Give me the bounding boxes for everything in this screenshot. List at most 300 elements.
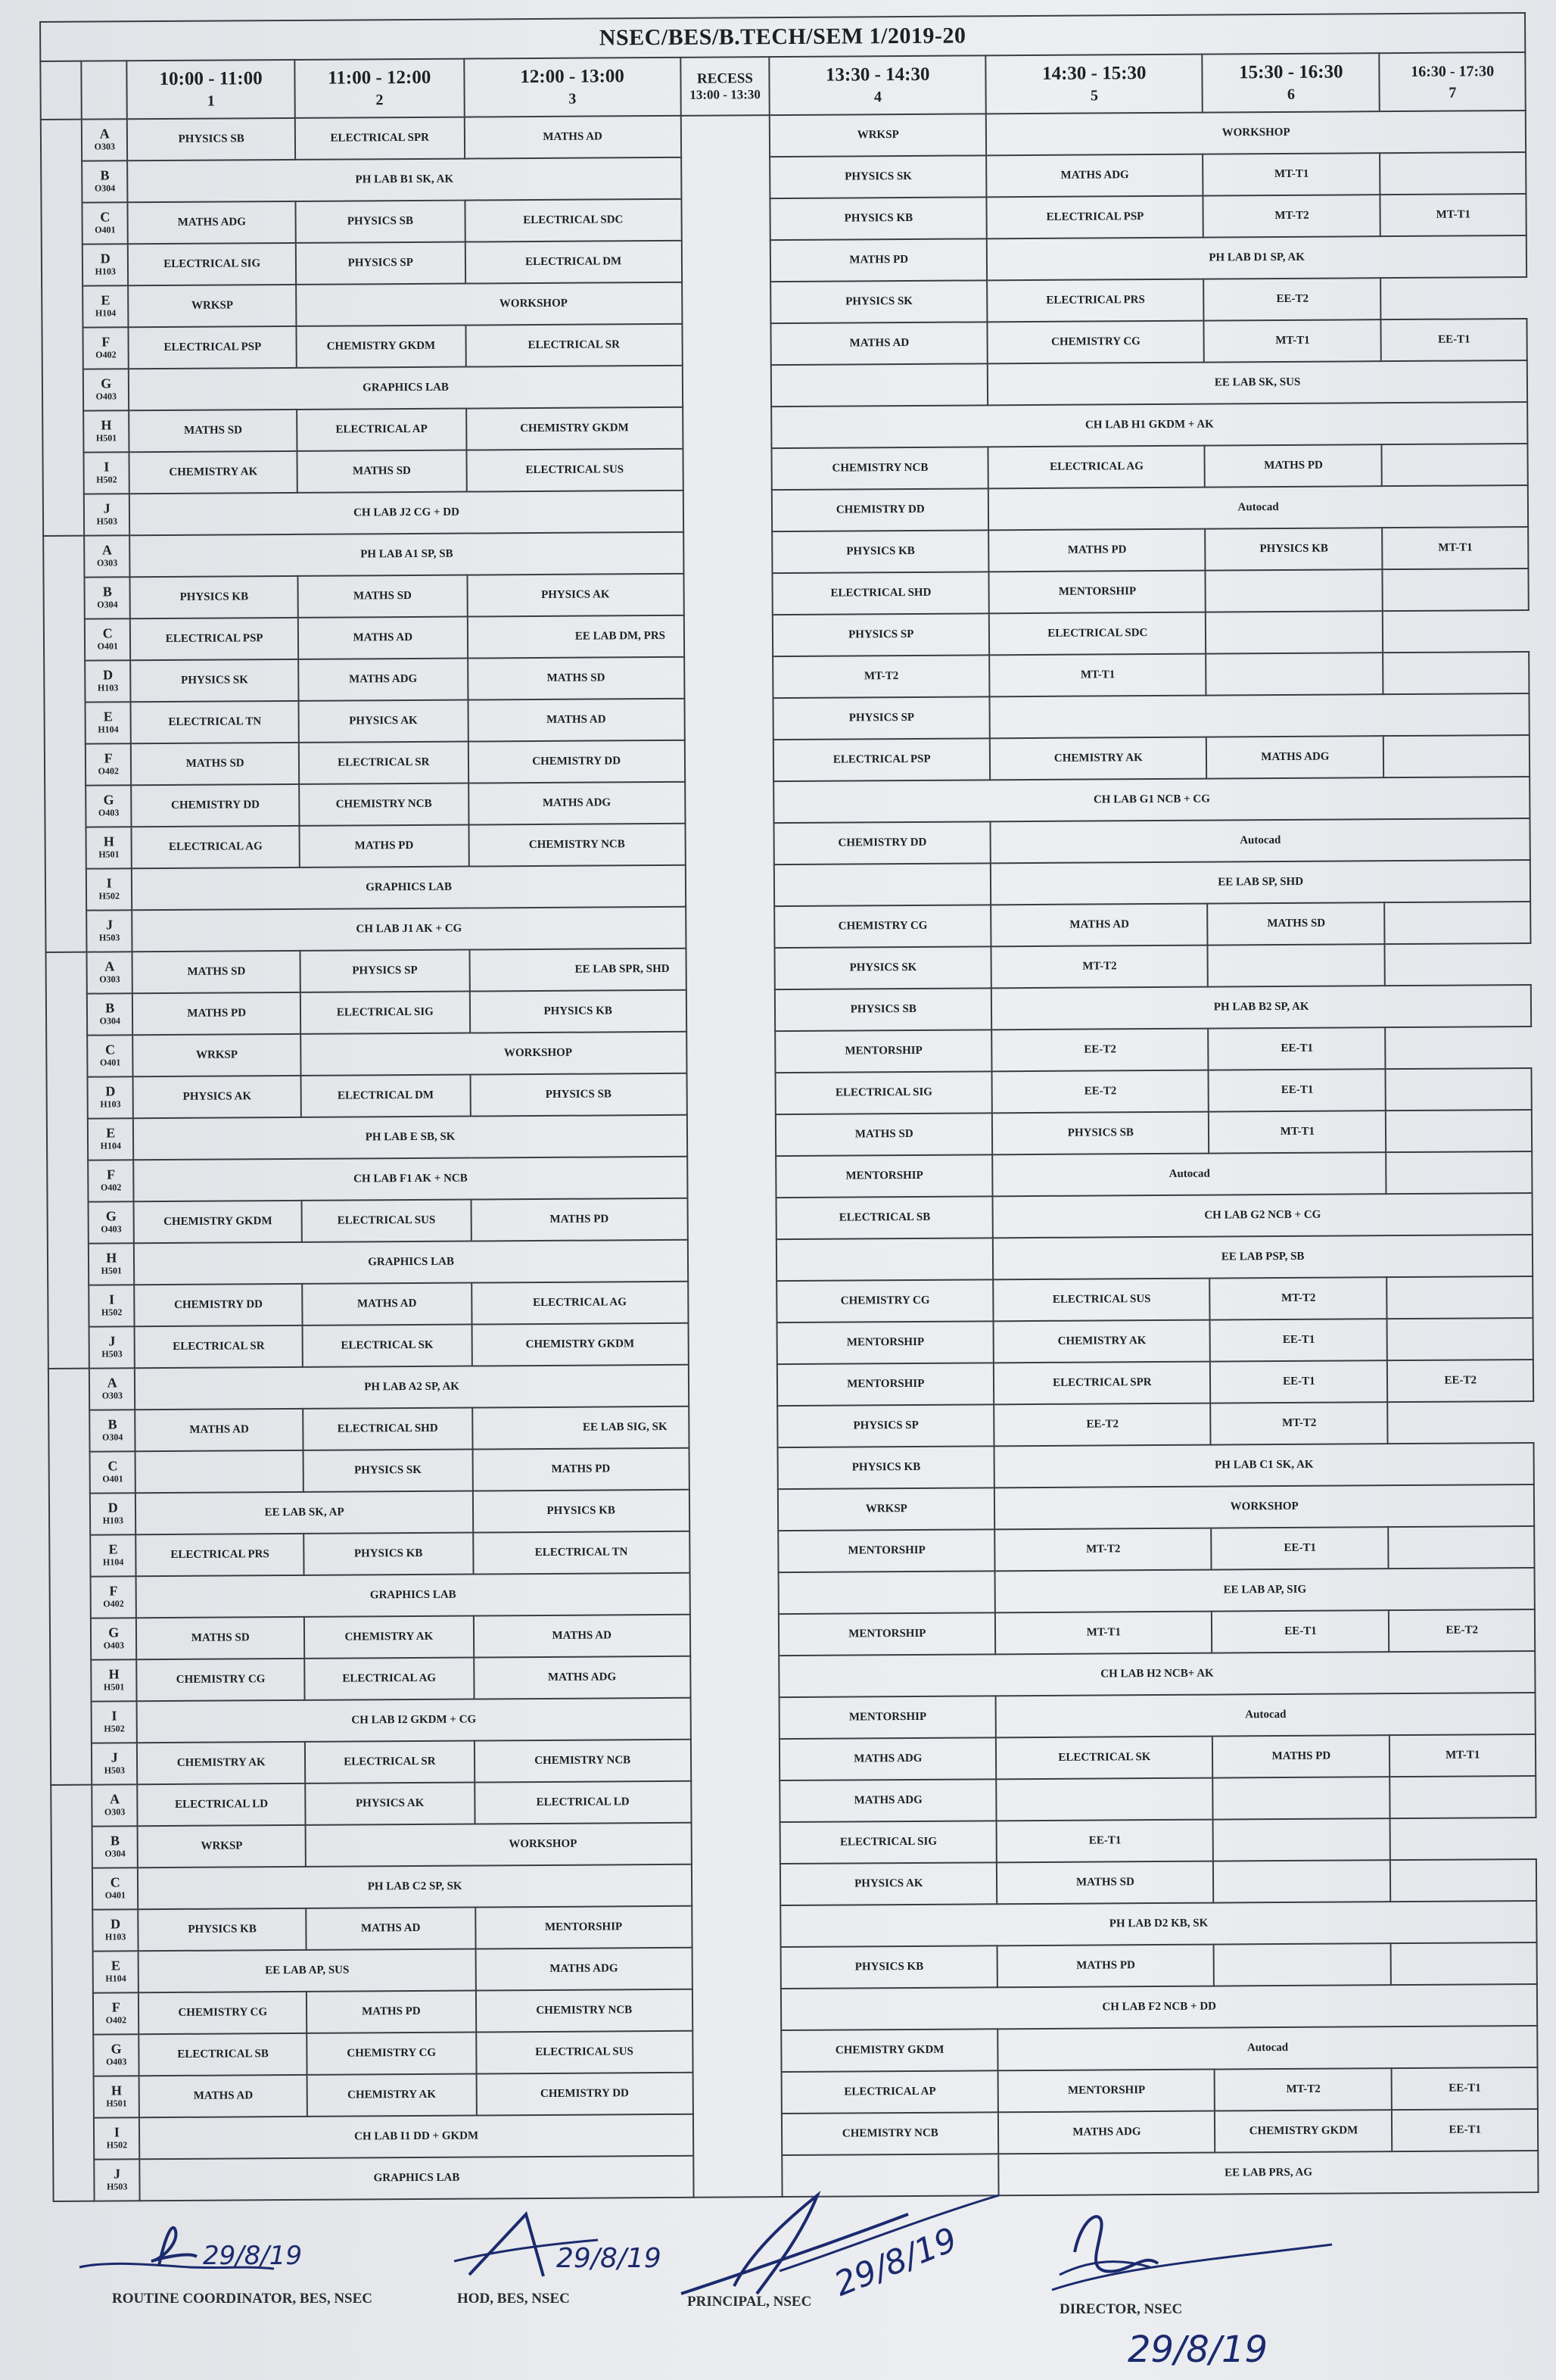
routine-table [39,12,1539,2202]
section-cell: D H103 [92,1909,138,1951]
class-cell: ELECTRICAL SPR [295,117,465,160]
class-cell: CHEMISTRY AK [994,1320,1210,1363]
section-cell: F O402 [83,327,129,369]
period-header: 11:00 - 12:00 2 [294,59,464,118]
class-cell: PHYSICS SP [296,242,465,285]
class-cell: MENTORSHIP [475,1906,692,1949]
class-cell: PHYSICS SK [775,946,991,989]
class-cell: EE LAB PSP, SB [993,1235,1533,1279]
section-cell: F O402 [91,1576,137,1618]
corner-cell [81,61,127,119]
section-cell: C O401 [87,1035,133,1076]
class-cell: CHEMISTRY DD [132,784,300,827]
class-cell [771,363,988,407]
section-cell: A O303 [92,1784,138,1826]
class-cell: WORKSHOP [300,1031,776,1076]
class-cell: ELECTRICAL DM [300,1075,470,1117]
class-cell: ELECTRICAL AP [782,2070,998,2114]
section-cell: C O401 [90,1451,136,1493]
class-cell: MATHS AD [302,1283,471,1326]
class-cell: ELECTRICAL SUS [476,2031,692,2074]
coordinator-label: ROUTINE COORDINATOR, BES, NSEC [112,2291,373,2307]
class-cell: ELECTRICAL SIG [300,992,470,1034]
class-cell: EE-T1 [1210,1319,1387,1361]
section-cell: B O304 [82,160,128,202]
class-cell [1387,1318,1533,1360]
principal-label: PRINCIPAL, NSEC [687,2294,812,2310]
class-cell: MATHS PD [997,1945,1214,1988]
class-cell: ELECTRICAL TN [473,1531,689,1575]
class-cell: PHYSICS KB [770,197,987,240]
class-cell: MATHS ADG [128,201,296,244]
class-cell: MT-T2 [1210,1277,1387,1319]
class-cell: GRAPHICS LAB [136,1573,690,1618]
class-cell: PHYSICS SK [770,280,987,323]
class-cell [1380,152,1526,195]
class-cell: EE-T1 [1212,1527,1389,1569]
class-cell [990,693,1530,738]
table-row [53,2151,1538,2201]
class-cell: EE-T2 [992,1070,1209,1114]
section-cell: D H103 [82,244,129,285]
class-cell: EE-T1 [1212,1610,1389,1653]
class-cell: MATHS ADG [475,1948,692,1991]
class-cell: EE LAB AP, SIG [995,1568,1535,1612]
section-cell: A O303 [87,952,133,993]
section-cell: F O402 [86,743,132,785]
period-header: 13:30 - 14:30 4 [770,55,987,115]
class-cell: CH LAB J2 CG + DD [129,491,683,535]
class-cell: PHYSICS KB [303,1533,473,1575]
class-cell: EE LAB AP, SUS [138,1949,476,1993]
class-cell: CH LAB F1 AK + NCB [134,1157,688,1201]
class-cell: MT-T1 [1390,1734,1536,1777]
class-cell: MATHS ADG [780,1779,996,1822]
section-cell: G O403 [83,369,129,410]
class-cell: EE-T2 [994,1403,1210,1447]
class-cell: MATHS AD [771,322,988,365]
class-cell: MATHS ADG [474,1656,690,1699]
class-cell: PH LAB D2 KB, SK [780,1901,1536,1947]
class-cell [1389,1526,1535,1568]
class-cell: CHEMISTRY DD [774,821,991,864]
class-cell: ELECTRICAL SR [305,1741,475,1783]
class-cell: WRKSP [770,114,986,157]
class-cell: PHYSICS SK [303,1450,473,1492]
class-cell: PH LAB B1 SK, AK [128,157,682,202]
class-cell: ELECTRICAL PSP [987,196,1203,239]
section-cell: G O403 [93,2034,139,2076]
hod-signature-icon [454,2207,704,2290]
class-cell: GRAPHICS LAB [134,1240,688,1285]
class-cell [1214,1943,1391,1986]
section-cell: C O401 [82,202,129,244]
class-cell: CHEMISTRY GKDM [466,407,683,450]
class-cell: MATHS ADG [780,1737,996,1780]
period-header: 16:30 - 17:30 7 [1380,52,1526,111]
class-cell: MATHS AD [468,699,684,742]
class-cell: EE LAB SK, SUS [988,360,1527,405]
class-cell: WORKSHOP [994,1484,1534,1529]
class-cell: ELECTRICAL SB [139,2033,307,2076]
class-cell: ELECTRICAL SIG [780,1821,997,1864]
class-cell: CHEMISTRY DD [135,1284,303,1326]
section-cell: H H501 [89,1243,135,1285]
class-cell: WORKSHOP [306,1822,781,1867]
class-cell: MT-T2 [773,655,989,698]
class-cell: EE LAB PRS, AG [999,2151,1539,2195]
class-cell: MATHS PD [307,1991,476,2033]
class-cell: MT-T1 [1209,1111,1386,1153]
class-cell: MATHS AD [464,116,680,159]
section-cell: D H103 [88,1076,134,1118]
class-cell: Autocad [998,2026,1538,2070]
class-cell: MATHS PD [1205,444,1382,487]
class-cell: ELECTRICAL LD [138,1783,306,1826]
class-cell: ELECTRICAL SR [299,742,468,784]
class-cell: PH LAB A1 SP, SB [130,532,684,577]
director-date: 29/8/19 [1128,2329,1268,2371]
class-cell: CH LAB I2 GKDM + CG [137,1698,691,1743]
class-cell [782,2154,998,2197]
class-cell: PHYSICS KB [772,530,988,573]
class-cell: CHEMISTRY NCB [782,2112,998,2155]
class-cell: PHYSICS AK [298,700,468,743]
class-cell: MATHS SD [136,1617,304,1659]
class-cell: ELECTRICAL AG [988,446,1205,489]
class-cell: EE LAB DM, PRS [467,615,773,658]
class-cell: ELECTRICAL SHD [303,1408,472,1450]
section-cell: B O304 [92,1826,138,1868]
class-cell: WRKSP [129,285,297,327]
class-cell [1385,902,1531,944]
class-cell: PHYSICS SB [775,988,991,1031]
class-cell: ELECTRICAL AP [297,409,466,451]
class-cell: MATHS AD [306,1908,475,1950]
class-cell: PHYSICS SB [127,118,295,160]
class-cell: CH LAB G1 NCB + CG [773,777,1530,823]
class-cell: CHEMISTRY NCB [468,824,685,867]
section-cell: B O304 [85,577,131,618]
class-cell: WRKSP [778,1488,994,1531]
class-cell [1206,569,1383,612]
class-cell: PH LAB D1 SP, AK [987,235,1526,280]
class-cell: ELECTRICAL SPR [994,1362,1210,1405]
class-cell: MATHS PD [299,825,468,868]
class-cell: EE-T2 [1203,278,1380,320]
class-cell [774,863,991,906]
section-cell: E H104 [93,1951,139,1992]
class-cell [1382,444,1528,486]
class-cell: ELECTRICAL PRS [987,279,1203,322]
class-cell: ELECTRICAL SUS [302,1200,471,1242]
class-cell: MATHS SD [132,951,300,993]
class-cell: MT-T2 [1211,1402,1388,1444]
class-cell [1386,1068,1532,1111]
class-cell: PHYSICS KB [778,1446,994,1489]
class-cell: MATHS AD [298,617,468,659]
class-cell: MT-T1 [1203,153,1380,195]
class-cell [1390,1859,1536,1902]
director-label: DIRECTOR, NSEC [1060,2301,1183,2317]
class-cell: MATHS PD [1212,1735,1390,1777]
class-cell [135,1450,303,1493]
class-cell [779,1571,995,1614]
class-cell [1213,1818,1390,1861]
class-cell: PH LAB E SB, SK [133,1115,687,1160]
class-cell: MATHS ADG [1206,736,1383,778]
class-cell: PHYSICS SB [295,201,465,243]
class-cell: MATHS AD [139,2075,307,2117]
principal-signature-icon [666,2180,1022,2309]
class-cell: MATHS PD [770,238,987,282]
class-cell: MATHS PD [471,1198,687,1241]
class-cell [776,1238,993,1281]
recess-column [680,115,782,2198]
hod-date: 29/8/19 [556,2243,661,2274]
class-cell: CHEMISTRY AK [990,737,1206,780]
class-cell: CH LAB G2 NCB + CG [993,1193,1533,1238]
section-cell: B O304 [89,1410,135,1451]
class-cell: ELECTRICAL AG [471,1282,688,1325]
class-cell: CHEMISTRY DD [772,488,988,531]
section-cell: J H503 [92,1743,138,1784]
section-cell: C O401 [92,1868,138,1909]
class-cell: ELECTRICAL SK [303,1325,472,1367]
class-cell: MT-T1 [1383,527,1529,569]
class-cell: CHEMISTRY DD [468,740,684,783]
class-cell: MT-T1 [1380,194,1526,236]
section-cell: E H104 [86,702,132,743]
class-cell: CHEMISTRY CG [307,2033,476,2075]
section-cell: I H502 [84,452,130,494]
class-cell [1387,1276,1533,1319]
class-cell: MT-T1 [1204,319,1381,362]
class-cell: WRKSP [133,1034,301,1076]
class-cell: MENTORSHIP [777,1363,994,1406]
class-cell: MATHS SD [468,657,684,700]
class-cell: MATHS ADG [998,2111,1215,2154]
class-cell: MATHS ADG [468,782,685,825]
class-cell: MATHS SD [997,1861,1213,1905]
class-cell: EE-T2 [991,1029,1208,1072]
class-cell: PHYSICS AK [780,1862,997,1905]
class-cell: PHYSICS KB [1206,528,1383,570]
class-cell: CHEMISTRY NCB [475,1740,691,1783]
class-cell [1390,1776,1536,1818]
class-cell: MENTORSHIP [775,1030,991,1073]
class-cell: ELECTRICAL PSP [129,326,297,369]
class-cell: PHYSICS SK [770,155,986,198]
class-cell: MATHS SD [129,410,297,452]
day-label [43,536,86,952]
class-cell [1208,944,1385,986]
class-cell: CHEMISTRY GKDM [781,2029,997,2072]
class-cell: ELECTRICAL SUS [466,449,683,492]
class-cell: EE-T1 [1381,319,1527,361]
section-cell: H H501 [86,827,132,868]
class-cell: Autocad [991,818,1530,863]
section-cell: D H103 [85,660,131,702]
day-label [41,120,84,536]
class-cell: ELECTRICAL AG [132,826,300,868]
class-cell: CHEMISTRY NCB [772,447,988,490]
class-cell: ELECTRICAL SIG [128,243,296,285]
class-cell: MT-T2 [995,1528,1212,1572]
class-cell [1386,1110,1532,1152]
class-cell: ELECTRICAL AG [304,1658,474,1700]
class-cell: CH LAB H2 NCB+ AK [779,1651,1535,1697]
class-cell: WRKSP [138,1825,306,1868]
class-cell: GRAPHICS LAB [140,2156,694,2201]
director-signature-icon [1029,2199,1347,2373]
class-cell [1206,611,1383,653]
class-cell: PHYSICS KB [473,1490,689,1533]
section-cell: E H104 [82,285,129,327]
class-cell: PHYSICS SP [300,950,469,992]
section-cell: I H502 [86,868,132,910]
class-cell: Autocad [988,485,1528,530]
section-cell: A O303 [89,1368,135,1410]
section-cell: A O303 [84,535,130,577]
class-cell [1213,1777,1390,1819]
document-title: NSEC/BES/B.TECH/SEM 1/2019-20 [40,13,1525,61]
section-cell: H H501 [94,2076,140,2117]
header-row [40,52,1525,120]
class-cell: PHYSICS SP [777,1404,994,1447]
class-cell: ELECTRICAL SIG [776,1071,992,1114]
section-cell: B O304 [87,993,133,1035]
recess-header: RECESS 13:00 - 13:30 [680,57,770,116]
class-cell: MT-T1 [995,1612,1212,1655]
class-cell: PHYSICS KB [130,576,298,618]
section-cell: H H501 [91,1659,137,1701]
class-cell: Autocad [992,1152,1386,1196]
class-cell: CHEMISTRY AK [137,1742,305,1784]
section-cell: A O303 [82,119,128,160]
section-cell: J H503 [84,494,130,535]
class-cell: ELECTRICAL TN [131,701,299,743]
class-cell: ELECTRICAL LD [475,1781,691,1824]
class-cell [1213,1860,1390,1902]
class-cell: Autocad [996,1693,1536,1737]
class-cell: MATHS ADG [986,154,1203,198]
class-cell: MATHS SD [297,575,467,618]
class-cell: ELECTRICAL DM [465,241,681,284]
class-cell: PH LAB C2 SP, SK [138,1864,692,1909]
section-cell: I H502 [92,1701,138,1743]
section-cell: F O402 [93,1992,139,2034]
class-cell: ELECTRICAL SUS [993,1279,1209,1322]
section-cell: G O403 [91,1618,137,1659]
day-label [46,952,89,1369]
period-header: 12:00 - 13:00 3 [464,58,681,117]
class-cell: EE-T1 [997,1820,1213,1863]
coordinator-signature-icon [76,2214,325,2286]
class-cell: ELECTRICAL SK [996,1737,1212,1780]
class-cell: CHEMISTRY NCB [476,1989,692,2033]
class-cell: CHEMISTRY CG [774,905,991,948]
class-cell: MENTORSHIP [779,1612,995,1656]
class-cell: CH LAB H1 GKDM + AK [771,402,1527,448]
class-cell: MT-T2 [1203,195,1380,237]
class-cell: GRAPHICS LAB [129,366,683,410]
class-cell: WORKSHOP [296,282,771,326]
class-cell: CHEMISTRY DD [476,2073,692,2116]
class-cell: CHEMISTRY CG [988,321,1204,364]
class-cell: PHYSICS SB [992,1112,1209,1155]
class-cell: MENTORSHIP [778,1529,994,1572]
class-cell: EE LAB SP, SHD [991,860,1530,905]
class-cell: MATHS SD [776,1113,992,1156]
class-cell: CHEMISTRY AK [129,451,297,494]
class-cell: PHYSICS AK [467,574,683,617]
section-cell: I H502 [94,2117,140,2159]
class-cell: PHYSICS SP [773,613,989,656]
class-cell [1383,652,1530,694]
class-cell: ELECTRICAL PSP [773,738,990,781]
class-cell: PH LAB C1 SK, AK [994,1443,1534,1488]
class-cell [1383,735,1530,777]
class-cell: PHYSICS AK [133,1076,301,1118]
class-cell: PHYSICS AK [305,1783,475,1825]
class-cell: PH LAB A2 SP, AK [135,1365,689,1410]
class-cell: CHEMISTRY GKDM [134,1201,302,1243]
class-cell: MATHS PD [988,529,1205,572]
section-cell: J H503 [89,1326,135,1368]
class-cell: PHYSICS SK [131,659,299,702]
class-cell: MATHS ADG [298,659,468,701]
class-cell: ELECTRICAL SHD [773,572,989,615]
class-cell: PHYSICS SP [773,696,990,740]
section-cell: D H103 [90,1493,136,1534]
class-cell: EE-T1 [1392,2067,1538,2110]
class-cell: ELECTRICAL PSP [130,618,298,660]
class-cell: MATHS PD [472,1448,689,1491]
class-cell: EE LAB SIG, SK [472,1406,778,1449]
class-cell: EE LAB SPR, SHD [469,948,775,991]
class-cell: ELECTRICAL PRS [136,1534,304,1576]
class-cell: PHYSICS KB [781,1945,997,1989]
class-cell: EE-T1 [1392,2109,1538,2151]
class-cell: EE-T2 [1389,1609,1535,1652]
class-cell: CHEMISTRY GKDM [471,1323,688,1366]
section-cell: E H104 [88,1118,134,1160]
section-cell: G O403 [86,785,132,827]
class-cell: EE-T1 [1210,1360,1387,1403]
section-cell: H H501 [83,410,129,452]
class-cell: CH LAB F2 NCB + DD [781,1984,1537,2030]
class-cell: MT-T1 [989,654,1206,697]
day-label [51,1785,94,2201]
class-cell [1206,653,1383,695]
class-cell: MATHS SD [297,450,466,493]
section-cell: J H503 [86,910,132,952]
class-cell: CHEMISTRY CG [137,1659,305,1701]
class-cell: CHEMISTRY NCB [299,783,468,826]
class-cell [997,1778,1213,1821]
period-header: 14:30 - 15:30 5 [986,55,1203,114]
class-cell: CHEMISTRY CG [776,1279,993,1322]
class-cell: ELECTRICAL SDC [465,199,681,242]
class-cell: MATHS AD [991,904,1207,947]
class-cell: MATHS AD [135,1409,303,1451]
class-cell: EE LAB SK, AP [135,1491,473,1535]
class-cell: PH LAB B2 SP, AK [991,985,1531,1030]
class-cell: MENTORSHIP [776,1154,992,1198]
class-cell: PHYSICS KB [469,990,686,1033]
class-cell: MATHS SD [131,743,299,785]
